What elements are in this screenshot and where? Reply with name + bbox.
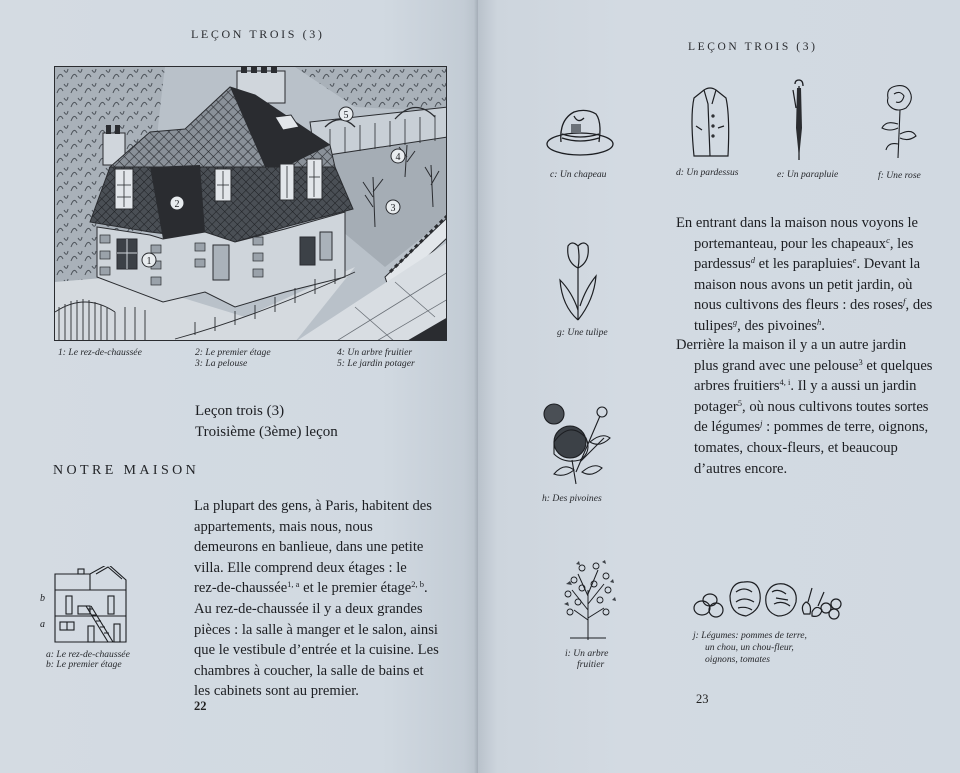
caption-j-line1: j: Légumes: pommes de terre,	[693, 630, 807, 641]
vegetables-icon	[692, 578, 844, 624]
footnote-mark: 2, b	[411, 579, 425, 590]
diagram-caption-a: a: Le rez-de-chaussée	[46, 649, 130, 660]
running-head-left: LEÇON TROIS (3)	[191, 27, 325, 41]
diagram-caption-b: b: Le premier étage	[46, 659, 122, 670]
legend-item-2: 2: Le premier étage	[195, 347, 271, 358]
floor-label-b: b	[40, 593, 45, 604]
right-page	[478, 0, 960, 773]
caption-d: d: Un pardessus	[676, 167, 739, 178]
legend-item-3: 3: La pelouse	[195, 358, 248, 369]
lesson-title	[195, 401, 338, 442]
lesson-title-line1: Leçon trois (3)	[195, 403, 285, 419]
caption-i-line1: i: Un arbre	[565, 648, 609, 659]
fruit-tree-icon	[560, 560, 616, 642]
umbrella-icon	[789, 78, 809, 164]
page-number-right: 23	[696, 692, 709, 706]
caption-i-line2: fruitier	[577, 659, 605, 670]
svg-text:3: 3	[390, 203, 396, 214]
caption-f: f: Une rose	[878, 170, 921, 181]
house-drawing	[55, 67, 447, 341]
tulip-icon	[558, 240, 600, 322]
house-section-diagram	[38, 566, 138, 648]
legend-item-5: 5: Le jardin potager	[337, 358, 415, 369]
hat-icon	[544, 102, 616, 160]
svg-text:1: 1	[146, 256, 152, 267]
caption-j-line3: oignons, tomates	[705, 654, 771, 665]
legend-item-4: 4: Un arbre fruitier	[337, 347, 413, 358]
floor-label-a: a	[40, 619, 45, 630]
caption-c: c: Un chapeau	[550, 169, 607, 180]
caption-j-line2: un chou, un chou-fleur,	[705, 642, 794, 653]
svg-text:4: 4	[395, 152, 401, 163]
paragraph-garden: Derrière la maison il y a un autre jardin plus grand avec une pelouse$^3$ et quelques arbres fruitiers$^{4, i}$. Il y a aussi un jardin potager$^5$, où nous cultivons toutes sortes de légumes$^j$ : pommes de terre, oignons, tomates, choux-fleurs, et beaucoup d’autres encore.	[676, 337, 933, 477]
footnote-mark: 1, a	[287, 579, 300, 590]
svg-text:5: 5	[343, 110, 349, 121]
lesson-title-line2: Troisième (3ème) leçon	[195, 423, 338, 440]
caption-g: g: Une tulipe	[557, 327, 608, 338]
left-page	[0, 0, 478, 773]
section-title: NOTRE MAISON	[53, 463, 200, 478]
house-illustration	[54, 66, 447, 341]
overcoat-icon	[688, 86, 732, 158]
svg-text:2: 2	[174, 199, 180, 210]
caption-h: h: Des pivoines	[542, 493, 602, 504]
page-number-left: 22	[194, 699, 207, 713]
house-cross-section-icon	[38, 566, 138, 648]
rose-icon	[878, 84, 920, 160]
legend-item-1: 1: Le rez-de-chaussée	[58, 347, 142, 358]
paragraph-entry: En entrant dans la maison nous voyons le portemanteau, pour les chapeaux$^c$, les pardessus$^d$ et les parapluies$^e$. Devant la maison nous avons un petit jardin, où nous cultivons des fleurs : des roses$^f$, des tulipes$^g$, des pivoines$^h$.	[676, 215, 933, 334]
intro-paragraph: La plupart des gens, à Paris, habitent des appartements, mais nous, nous demeurons en banlieue, dans une petite villa. Elle comprend deux étages : le rez-de-chaussée$^{1, a}$ et le premier étage$^{2, b}$. Au rez-de-chaussée il y a deux grandes pièces : la salle à manger et le salon, ainsi que le vestibule d’entrée et la cuisine. Les chambres à coucher, la salle de bains et les cabinets sont au premier.	[194, 498, 439, 700]
running-head-right: LEÇON TROIS (3)	[688, 41, 818, 53]
peonies-icon	[540, 402, 620, 486]
caption-e: e: Un parapluie	[777, 169, 839, 180]
